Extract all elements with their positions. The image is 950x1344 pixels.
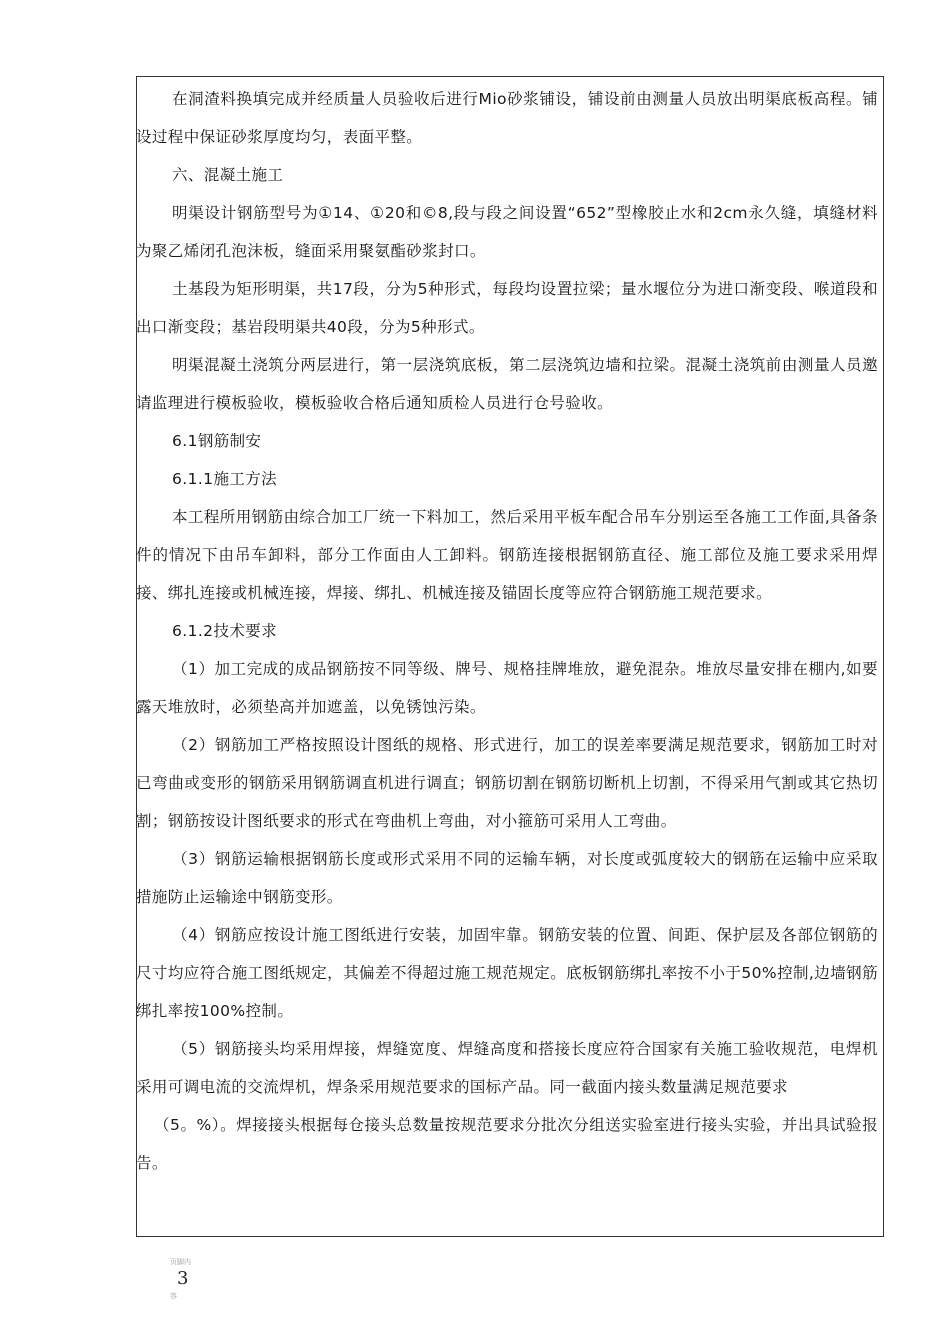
paragraph-soil-section: 土基段为矩形明渠，共17段，分为5种形式，每段均设置拉梁；量水堰位分为进口渐变段、喉道段和出口渐变段；基岩段明渠共40段，分为5种形式。 bbox=[136, 280, 878, 336]
paragraph-rebar-spec: 明渠设计钢筋型号为①14、①20和©8,段与段之间设置“652”型橡胶止水和2cm永久缝，填缝材料为聚乙烯闭孔泡沫板，缝面采用聚氨酯砂浆封口。 bbox=[136, 204, 878, 260]
paragraph-method: 本工程所用钢筋由综合加工厂统一下料加工，然后采用平板车配合吊车分别运至各施工工作面,具备条件的情况下由吊车卸料，部分工作面由人工卸料。钢筋连接根据钢筋直径、施工部位及施工要求采用焊接、绑扎连接或机械连接，焊接、绑扎、机械连接及锚固长度等应符合钢筋施工规范要求。 bbox=[136, 508, 878, 602]
footer-label-top: 页脚内 bbox=[170, 1258, 191, 1266]
paragraph-pouring: 明渠混凝土浇筑分两层进行，第一层浇筑底板，第二层浇筑边墙和拉梁。混凝土浇筑前由测量人员邀请监理进行模板验收，模板验收合格后通知质检人员进行仓号验收。 bbox=[136, 356, 878, 412]
page-number: 3 bbox=[177, 1268, 189, 1289]
requirement-4: （4）钢筋应按设计施工图纸进行安装，加固牢靠。钢筋安装的位置、间距、保护层及各部位钢筋的尺寸均应符合施工图纸规定，其偏差不得超过施工规范规定。底板钢筋绑扎率按不小于50%控制,边墙钢筋绑扎率按100%控制。 bbox=[136, 926, 878, 1020]
paragraph-mortar: 在洞渣料换填完成并经质量人员验收后进行Mio砂浆铺设，铺设前由测量人员放出明渠底板高程。铺设过程中保证砂浆厚度均匀，表面平整。 bbox=[136, 90, 878, 146]
requirement-5-continued: （5。%）。焊接接头根据每仓接头总数量按规范要求分批次分组送实验室进行接头实验，并出具试验报告。 bbox=[136, 1116, 878, 1172]
footer-label-bottom: 容 bbox=[170, 1292, 177, 1300]
section-heading-concrete: 六、混凝土施工 bbox=[172, 166, 284, 184]
document-body bbox=[136, 80, 878, 1182]
requirement-5: （5）钢筋接头均采用焊接，焊缝宽度、焊缝高度和搭接长度应符合国家有关施工验收规范，电焊机采用可调电流的交流焊机，焊条采用规范要求的国标产品。同一截面内接头数量满足规范要求 bbox=[136, 1040, 878, 1096]
requirement-1: （1）加工完成的成品钢筋按不同等级、牌号、规格挂牌堆放，避免混杂。堆放尽量安排在棚内,如要露天堆放时，必须垫高并加遮盖，以免锈蚀污染。 bbox=[136, 660, 878, 716]
heading-6-1-2: 6.1.2技术要求 bbox=[172, 622, 278, 640]
heading-6-1: 6.1钢筋制安 bbox=[172, 432, 262, 450]
requirement-2: （2）钢筋加工严格按照设计图纸的规格、形式进行，加工的误差率要满足规范要求，钢筋加工时对已弯曲或变形的钢筋采用钢筋调直机进行调直；钢筋切割在钢筋切断机上切割，不得采用气割或其它热切割；钢筋按设计图纸要求的形式在弯曲机上弯曲，对小箍筋可采用人工弯曲。 bbox=[136, 736, 878, 830]
requirement-3: （3）钢筋运输根据钢筋长度或形式采用不同的运输车辆，对长度或弧度较大的钢筋在运输中应采取措施防止运输途中钢筋变形。 bbox=[136, 850, 878, 906]
heading-6-1-1: 6.1.1施工方法 bbox=[172, 470, 278, 488]
